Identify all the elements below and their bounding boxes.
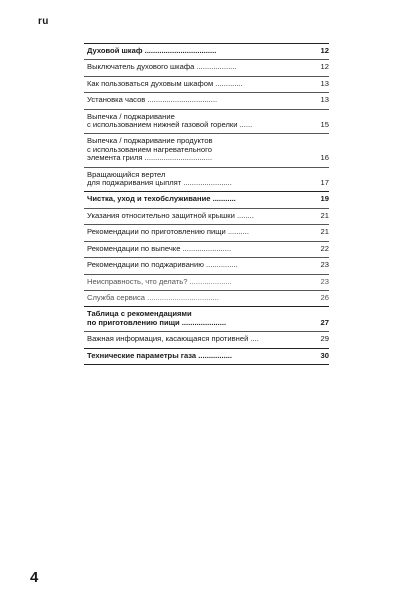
- toc-entry-cleaning[interactable]: [84, 191, 329, 207]
- toc-entry-recommendations-table[interactable]: [84, 306, 329, 331]
- toc-entry-page: 26: [320, 292, 329, 302]
- toc-entry-oven-switch[interactable]: [84, 59, 329, 75]
- toc-entry-trays-info[interactable]: [84, 331, 329, 347]
- toc-entry-title-line: элемента гриля ................................: [87, 154, 213, 163]
- toc-entry-clock-setting[interactable]: [84, 92, 329, 108]
- toc-entry-title: Рекомендации по приготовлению пищи ..........: [87, 228, 249, 237]
- toc-entry-title-line: с использованием нижней газовой горелки ......: [87, 121, 253, 130]
- toc-entry-rotisserie[interactable]: [84, 167, 329, 192]
- toc-entry-title: Духовой шкаф ..................................: [87, 47, 217, 55]
- toc-entry-title: Технические параметры газа ................: [87, 351, 233, 360]
- toc-entry-title: Установка часов .................................: [87, 96, 218, 105]
- toc-entry-page: 13: [320, 95, 329, 105]
- toc-entry-protective-cover[interactable]: [84, 208, 329, 224]
- toc-entry-page: 22: [320, 243, 329, 253]
- toc-entry-page: 12: [320, 62, 329, 72]
- toc-entry-page: 30: [320, 350, 329, 360]
- toc-entry-baking-gas-burner[interactable]: [84, 109, 329, 134]
- toc-entry-oven[interactable]: [84, 44, 329, 59]
- toc-entry-service[interactable]: [84, 290, 329, 306]
- toc-entry-title: Рекомендации по поджариванию ...............: [87, 261, 238, 270]
- toc-entry-page: 21: [320, 227, 329, 237]
- toc-entry-page: 29: [320, 334, 329, 344]
- toc-entry-baking-grill-element[interactable]: [84, 133, 329, 166]
- toc-entry-page: 17: [320, 178, 329, 188]
- toc-entry-title: Важная информация, касающаяся противней ....: [87, 335, 259, 344]
- toc-entry-title-line: с использованием нагревательного: [87, 145, 212, 154]
- toc-entry-how-to-use-oven[interactable]: [84, 76, 329, 92]
- toc-entry-page: 16: [320, 153, 329, 163]
- toc-entry-title: Неисправность, что делать? ....................: [87, 277, 232, 286]
- toc-entry-troubleshooting[interactable]: [84, 274, 329, 290]
- toc-entry-page: 13: [320, 78, 329, 88]
- toc-entry-title: Выключатель духового шкафа ...................: [87, 63, 237, 72]
- toc-entry-page: 23: [320, 260, 329, 270]
- table-of-contents: [84, 43, 329, 365]
- toc-entry-title-line: Выпечка / поджаривание: [87, 112, 175, 121]
- toc-entry-page: 27: [320, 317, 329, 327]
- toc-entry-title-line: Выпечка / поджаривание продуктов: [87, 137, 213, 146]
- toc-entry-title: Как пользоваться духовым шкафом .............: [87, 79, 243, 88]
- toc-entry-title-line: для поджаривания цыплят .......................: [87, 179, 232, 188]
- toc-entry-title-line: Таблица с рекомендациями: [87, 310, 192, 319]
- toc-entry-title-line: Вращающийся вертел: [87, 170, 166, 179]
- toc-entry-page: 21: [320, 210, 329, 220]
- toc-entry-title: Служба сервиса ..................................: [87, 293, 219, 302]
- toc-entry-roasting-tips[interactable]: [84, 257, 329, 273]
- toc-entry-gas-specs[interactable]: [84, 348, 329, 364]
- toc-entry-baking-tips[interactable]: [84, 241, 329, 257]
- toc-entry-cooking-tips[interactable]: [84, 224, 329, 240]
- toc-entry-page: 19: [320, 194, 329, 204]
- toc-entry-page: 15: [320, 120, 329, 130]
- toc-entry-title-line: по приготовлению пищи .....................: [87, 318, 227, 327]
- page-number: 4: [30, 569, 39, 586]
- toc-entry-title: Чистка, уход и техобслуживание ...........: [87, 195, 236, 204]
- toc-entry-page: 23: [320, 276, 329, 286]
- language-code: ru: [38, 16, 49, 27]
- toc-entry-page: 12: [320, 46, 329, 55]
- toc-entry-title: Рекомендации по выпечке .......................: [87, 244, 232, 253]
- toc-entry-title: Указания относительно защитной крышки ........: [87, 211, 254, 220]
